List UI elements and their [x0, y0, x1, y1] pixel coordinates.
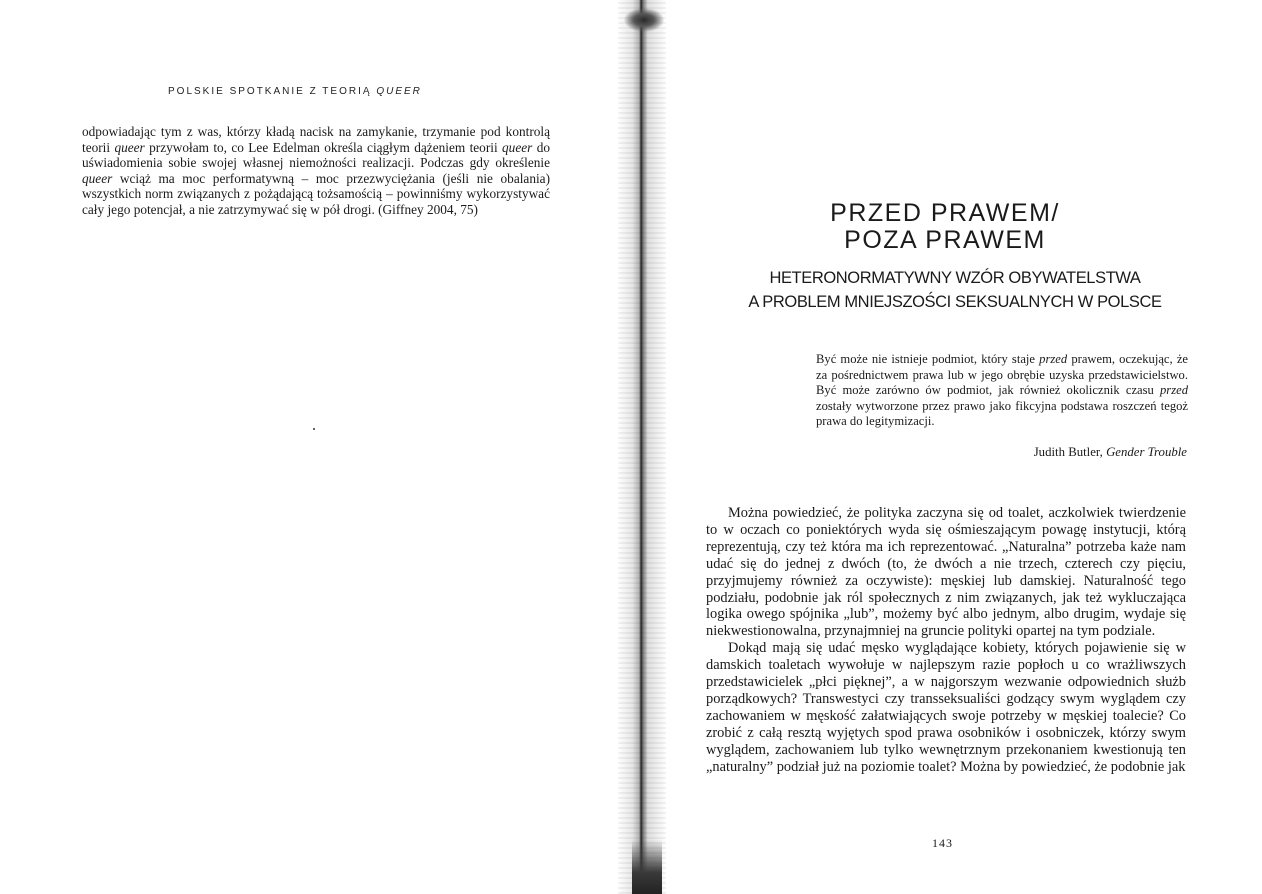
epigraph — [816, 352, 1188, 430]
epigraph-italic-run: przed — [1160, 383, 1188, 398]
left-page-text — [82, 124, 550, 218]
left-paragraph-run: wciąż ma moc performatywną – moc przezwyciężania (jeśli nie obalania) wszystkich norm związanych z pożądającą tożsamością – powinniśmy wykorzystywać cały jego potencjał, a nie zatrzymywać się w pół drogi. (Giffney 2004, 75) — [82, 170, 550, 217]
attribution-work: Gender Trouble — [1106, 445, 1187, 459]
left-page — [0, 0, 620, 894]
chapter-title-line: POZA PRAWEM — [844, 226, 1046, 254]
left-paragraph-run: odpowiadając tym z was, którzy kładą nacisk na zamykanie, trzymanie pod kontrolą teorii — [82, 124, 550, 155]
body-paragraph: Można powiedzieć, że polityka zaczyna się od toalet, aczkolwiek twierdzenie to w oczach co poniektórych wyda się ośmieszającym powagę instytucji, którą reprezentują, czy też która ma ich reprezentować. „Naturalna” potrzeba każe nam udać się do jednej z dwóch (to, że dwóch a nie trzech, czterech czy pięciu, przyjmujemy również za oczywiste): męskiej lub damskiej. Naturalność tego podziału, podobnie jak ról społecznych z nim związanych, jak też wykluczająca logika owego spójnika „lub”, możemy być albo jednym, albo drugim, wydaje się niekwestionowalna, przynajmniej na gruncie polityki opartej na tym podziale. — [706, 505, 1186, 640]
running-head-emphasis: QUEER — [376, 86, 422, 97]
chapter-subtitle-line: HETERONORMATYWNY WZÓR OBYWATELSTWA — [769, 269, 1141, 287]
left-paragraph-italic-run: queer — [114, 139, 145, 155]
epigraph-attribution — [816, 445, 1187, 460]
left-paragraph-run: do uświadomienia sobie swojej własnej niemożności realizacji. Podczas gdy określenie — [82, 139, 550, 171]
epigraph-text — [816, 352, 1188, 430]
running-head-text: POLSKIE SPOTKANIE Z TEORIĄ — [168, 86, 377, 97]
epigraph-run: zostały wytworzone przez prawo jako fikcyjna podstawa roszczeń tegoż prawa do legitymizacji. — [816, 398, 1188, 429]
page-number: 143 — [932, 836, 953, 850]
chapter-body — [706, 505, 1186, 776]
body-paragraph: Dokąd mają się udać męsko wyglądające kobiety, których pojawienie się w damskich toaletach wywołuje w najlepszym razie popłoch u co wrażliwszych przedstawicielek „płci pięknej”, a w najgorszym wezwanie odpowiednich służb porządkowych? Transwestyci czy transseksualiści godzący swym wyglądem czy zachowaniem w męskość załatwiających swoje potrzeby w męskiej toalecie? Co zrobić z całą resztą wyjętych spod prawa osobników i osobniczek, którzy swym wyglądem, zachowaniem lub tylko wewnętrznym przekonaniem kwestionują ten „naturalny” podział już na poziomie toalet? Można by powiedzieć, że podobnie jak — [706, 640, 1186, 775]
left-paragraph-italic-run: queer — [82, 170, 113, 186]
chapter-title — [760, 200, 1130, 254]
chapter-subtitle — [700, 266, 1210, 314]
left-paragraph-run: przywołam to, co Lee Edelman określa ciągłym dążeniem teorii — [144, 139, 503, 155]
book-spine-shadow-top — [624, 8, 664, 32]
book-spine-shadow-bottom — [632, 840, 662, 894]
running-head — [168, 86, 422, 97]
epigraph-run: prawem, oczekując, że za pośrednictwem prawa lub w jego obrębie uzyska przedstawicielstwo. Być może zarówno ów podmiot, jak również okolicznik czasu — [816, 352, 1188, 398]
chapter-subtitle-line: A PROBLEM MNIEJSZOŚCI SEKSUALNYCH W POLSCE — [748, 293, 1162, 311]
chapter-title-line: PRZED PRAWEM/ — [830, 199, 1060, 227]
scan-speck — [313, 428, 315, 430]
left-paragraph — [82, 124, 550, 218]
epigraph-italic-run: przed — [1039, 352, 1068, 366]
attribution-author: Judith Butler, — [1033, 445, 1107, 459]
left-paragraph-italic-run: queer — [502, 139, 533, 155]
book-spine-gutter — [618, 0, 666, 894]
epigraph-run: Być może nie istnieje podmiot, który staje — [816, 352, 1040, 366]
right-page — [660, 0, 1262, 894]
